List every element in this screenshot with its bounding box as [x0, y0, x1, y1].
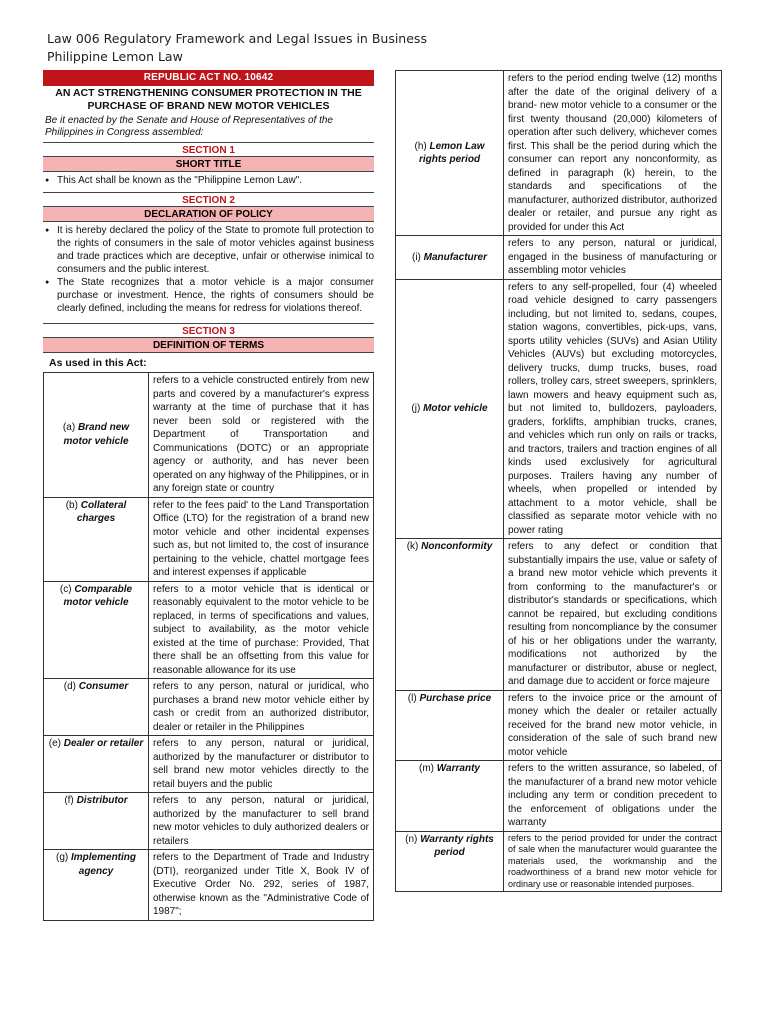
term-cell: (m) Warranty — [396, 761, 504, 832]
term-name: Distributor — [76, 795, 128, 806]
definition-cell: refers to the Department of Trade and Industry (DTI), reorganized under Title X, Book IV of Executive Order No. 292, series of 1987, otherwise known as the "Administrative Code of 1987"; — [149, 850, 374, 921]
section-2-heading: SECTION 2 — [43, 192, 374, 207]
table-row — [44, 373, 374, 498]
table-row — [396, 761, 722, 832]
enacting-clause: Be it enacted by the Senate and House of Representatives of the Philippines in Congress assembled: — [45, 115, 333, 138]
definition-cell: refers to a motor vehicle that is identical or reasonably equivalent to the motor vehicle to be replaced, in terms of specifications and values, subject to availability, as the motor vehicle existed at the time of purchase: Provided, That there shall be an offsetting from this value for reasonable allowance for its use — [149, 581, 374, 679]
term-name: Purchase price — [419, 692, 492, 704]
term-cell: (e) Dealer or retailer — [44, 736, 149, 793]
definition-cell: refers to the period ending twelve (12) months after the date of the original delivery of a brand- new motor vehicle to a consumer or the first twenty thousand (20,000) kilometers of operation after such delivery, whichever comes first. This shall be the period during which the consumer can report any nonconformity, as defined in paragraph (k) herein, to the standards and specifications of the manufacturer, authorized distributor, authorized dealer or retailer, and pursue any right as provided for under this Act — [504, 71, 722, 236]
left-column — [43, 70, 374, 921]
short-title-list — [43, 172, 374, 189]
term-name: Motor vehicle — [423, 403, 488, 414]
definition-cell: refer to the fees paid' to the Land Transportation Office (LTO) for the registration of a brand new motor vehicle and other incidental expenses such as, but not limited to, the cost of insurance pertaining to the vehicle, chattel mortgage fees and interest expenses if applicable — [149, 497, 374, 581]
table-row — [396, 279, 722, 539]
course-title: Law 006 Regulatory Framework and Legal Issues in Business — [47, 31, 427, 46]
table-row — [44, 581, 374, 679]
right-column — [395, 70, 722, 892]
page-header — [47, 30, 427, 66]
definitions-table-left — [43, 372, 374, 921]
term-name: Implementing agency — [71, 852, 137, 877]
term-cell: (k) Nonconformity — [396, 539, 504, 691]
term-name: Manufacturer — [423, 251, 488, 263]
topic-title: Philippine Lemon Law — [47, 49, 183, 64]
republic-act-banner: REPUBLIC ACT NO. 10642 — [43, 70, 374, 86]
policy-item: ● The State recognizes that a motor vehicle is a major consumer purchase or investment. Hence, the rights of consumers should be clearly defined, including the means for redress for violations thereof. — [43, 276, 374, 315]
term-name: Comparable motor vehicle — [63, 583, 133, 608]
definition-cell: refers to any person, natural or juridical, who purchases a brand new motor vehicle either by cash or credit from an authorized distributor, dealer or retailer in the Philippines — [149, 679, 374, 736]
term-name: Lemon Law rights period — [418, 140, 485, 165]
term-name: Collateral charges — [76, 499, 127, 524]
term-name: Nonconformity — [421, 541, 493, 552]
term-cell: (c) Comparable motor vehicle — [44, 581, 149, 679]
table-row — [44, 793, 374, 850]
term-cell: (d) Consumer — [44, 679, 149, 736]
term-cell: (f) Distributor — [44, 793, 149, 850]
definition-heading: DEFINITION OF TERMS — [43, 338, 374, 353]
short-title-heading: SHORT TITLE — [43, 157, 374, 172]
short-title-item: ● This Act shall be known as the "Philippine Lemon Law". — [43, 174, 374, 187]
table-row — [44, 679, 374, 736]
table-row — [396, 71, 722, 236]
term-cell: (h) Lemon Law rights period — [396, 71, 504, 236]
term-name: Warranty rights period — [420, 833, 494, 858]
definitions-table-right — [395, 70, 722, 892]
table-row — [44, 736, 374, 793]
table-row — [396, 690, 722, 761]
term-cell: (g) Implementing agency — [44, 850, 149, 921]
as-used-label: As used in this Act: — [49, 357, 147, 369]
definition-cell: refers to any person, natural or juridical, engaged in the business of manufacturing or assembling motor vehicles — [504, 236, 722, 280]
table-row — [396, 831, 722, 892]
term-cell: (j) Motor vehicle — [396, 279, 504, 539]
section-1-heading: SECTION 1 — [43, 142, 374, 157]
term-cell: (n) Warranty rights period — [396, 831, 504, 892]
table-row — [396, 236, 722, 280]
term-name: Dealer or retailer — [63, 738, 144, 749]
definition-cell: refers to a vehicle constructed entirely from new parts and covered by a manufacturer's express warranty at the time of purchase that it has never been sold or registered with the Department of Transportation and Communications (DOTC) or an appropriate agency or authority, and has never been operated on any highway of the Philippines, or in any foreign state or country — [149, 373, 374, 498]
definition-cell: refers to any self-propelled, four (4) wheeled road vehicle designed to carry passengers including, but not limited to, sedans, coupes, station wagons, convertibles, pick-ups, vans, sports utility vehicles (SUVs) and Asian Utility Vehicles (AUVs) but excluding motorcycles, delivery trucks, dump trucks, buses, road rollers, trolley cars, street sweepers, sprinklers, lawn mowers and heavy equipment such as, but not limited to, bulldozers, payloaders, graders, forklifts, amphibian trucks, cranes, and vehicles which run only on rails or tracks, and tractors, trailers and traction engines of all kinds used exclusively for agricultural purposes. Trailers having any number of wheels, when propelled or intended by attachment to a motor vehicle, shall be classified as separate motor vehicle with no power rating — [504, 279, 722, 539]
section-3-heading: SECTION 3 — [43, 323, 374, 338]
definition-cell: refers to the invoice price or the amount of money which the dealer or retailer actually received for the brand new motor vehicle, in consideration of the sale of such brand new motor vehicle — [504, 690, 722, 761]
term-name: Consumer — [78, 681, 129, 692]
table-row — [44, 850, 374, 921]
policy-item: ● It is hereby declared the policy of the State to promote full protection to the rights of consumers in the sale of motor vehicles against business and trade practices which are deceptive, unfair or otherwise inimical to consumers and the public interest. — [43, 224, 374, 276]
definition-cell: refers to the period provided for under the contract of sale when the manufacturer would guarantee the materials used, the workmanship and the roadworthiness of a brand new motor vehicle for ordinary use or reasonable intended purposes. — [504, 831, 722, 892]
term-cell: (l) Purchase price — [396, 690, 504, 761]
term-name: Warranty — [436, 763, 480, 774]
table-row — [396, 539, 722, 691]
definition-cell: refers to any person, natural or juridical, authorized by the manufacturer to sell brand new motor vehicles to duly authorized dealers or retailers — [149, 793, 374, 850]
policy-list — [43, 222, 374, 317]
table-row — [44, 497, 374, 581]
definition-cell: refers to any defect or condition that substantially impairs the use, value or safety of a brand new motor vehicle which prevents it from conforming to the manufacturer's or distributor's standards or specifications, which cannot be repaired, but excluding conditions resulting from noncompliance by the consumer of his or her obligations under the warranty, modifications not authorized by the manufacturer or distributor, abuse or neglect, and damage due to accident or force majeure — [504, 539, 722, 691]
declaration-heading: DECLARATION OF POLICY — [43, 207, 374, 222]
definition-cell: refers to any person, natural or juridical, authorized by the manufacturer or distributor to sell brand new motor vehicles directly to the retail buyers and the public — [149, 736, 374, 793]
term-cell: (i) Manufacturer — [396, 236, 504, 280]
term-name: Brand new motor vehicle — [63, 422, 130, 447]
term-cell: (b) Collateral charges — [44, 497, 149, 581]
act-title: AN ACT STRENGTHENING CONSUMER PROTECTION IN THE PURCHASE OF BRAND NEW MOTOR VEHICLES — [55, 87, 362, 112]
definition-cell: refers to the written assurance, so labeled, of the manufacturer of a brand new motor vehicle including any term or condition precedent to the enforcement of obligations under the warranty — [504, 761, 722, 832]
term-cell: (a) Brand new motor vehicle — [44, 373, 149, 498]
